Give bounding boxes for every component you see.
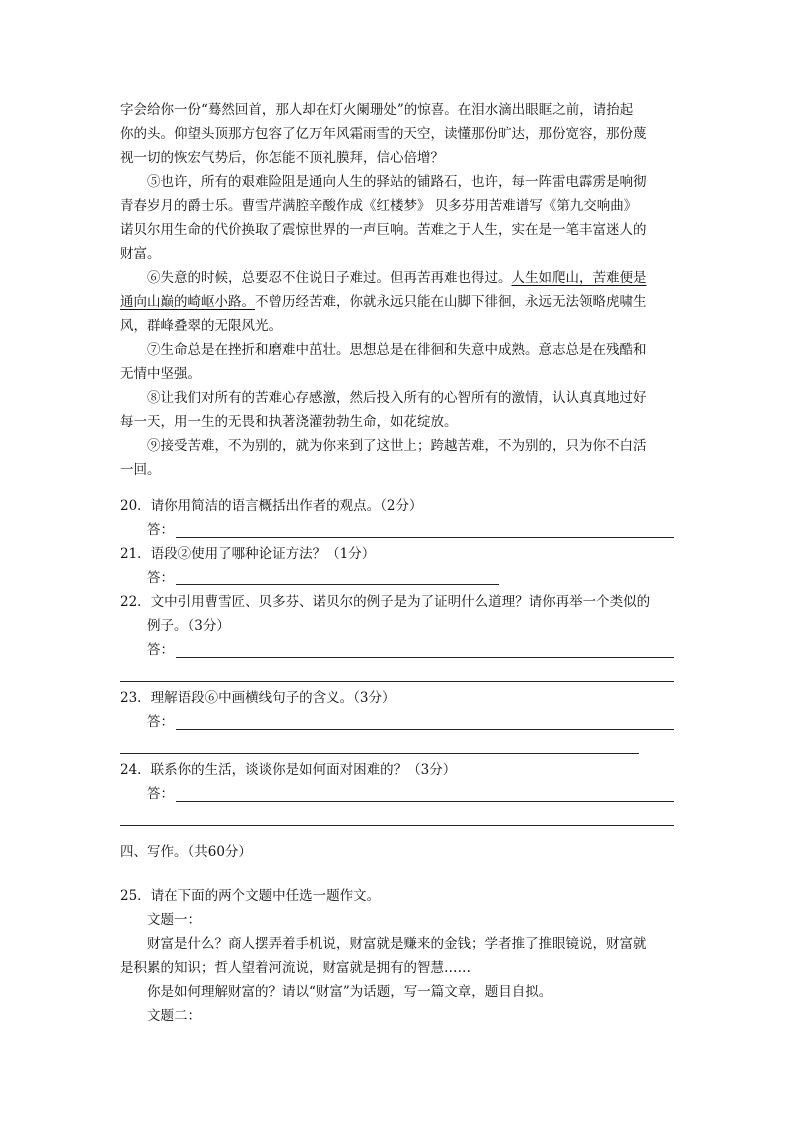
question-25: 25．请在下面的两个文题中任选一题作文。 [120, 888, 381, 904]
passage-line: 诺贝尔用生命的代价换取了震惊世界的一声巨响。苦难之于人生，实在是一笔丰富迷人的 [120, 222, 647, 238]
question-23: 23．理解语段⑥中画横线句子的含义。（3分） [120, 690, 396, 706]
topic1-text: 财富是什么？商人摆弄着手机说，财富就是赚来的金钱；学者推了推眼镜说，财富就 [147, 936, 647, 952]
answer-line-q23[interactable] [176, 729, 674, 730]
passage-line: ⑧让我们对所有的苦难心存感激，然后投入所有的心智所有的激情，认认真真地过好 [147, 390, 647, 406]
answer-label: 答： [147, 570, 174, 586]
topic2-label: 文题二： [147, 1008, 201, 1024]
question-20: 20．请你用简洁的语言概括出作者的观点。（2分） [120, 498, 423, 514]
answer-line-q24-2[interactable] [120, 825, 674, 826]
passage-line: 视一切的恢宏气势后，你怎能不顶礼膜拜，信心倍增？ [120, 150, 444, 166]
question-24: 24．联系你的生活，谈谈你是如何面对困难的？（3分） [120, 762, 457, 778]
answer-line-q20[interactable] [176, 537, 674, 538]
passage-line: 风，群峰叠翠的无限风光。 [120, 318, 282, 334]
topic1-label: 文题一： [147, 912, 201, 928]
p6-text: 不曾历经苦难，你就永远只能在山脚下徘徊，永远无法领略虎啸生 [255, 294, 647, 310]
p6-underlined-sentence: 通向山巅的崎岖小路。 [120, 294, 255, 310]
passage-line: ⑤也许，所有的艰难险阻是通向人生的驿站的铺路石，也许，每一阵雷电霹雳是响彻 [147, 174, 647, 190]
topic1-instruction: 你是如何理解财富的？请以“财富”为话题，写一篇文章，题目自拟。 [147, 984, 553, 1000]
passage-line [147, 268, 647, 288]
answer-label: 答： [147, 714, 174, 730]
answer-line-q22-2[interactable] [120, 681, 674, 682]
answer-line-q23-2[interactable] [120, 753, 639, 754]
section-title-writing: 四、写作。（共60分） [120, 844, 252, 860]
answer-label: 答： [147, 642, 174, 658]
question-22: 22．文中引用曹雪匠、贝多芬、诺贝尔的例子是为了证明什么道理？请你再举一个类似的 [120, 594, 651, 610]
passage-line: 财富。 [120, 246, 161, 262]
passage-line: 你的头。仰望头顶那方包容了亿万年风霜雨雪的天空，读懂那份旷达，那份宽容，那份蔑 [120, 126, 647, 142]
p6-text: ⑥失意的时候，总要忍不住说日子难过。但再苦再难也得过。 [147, 270, 512, 286]
answer-line-q21[interactable] [176, 584, 499, 585]
passage-line: 每一天，用一生的无畏和执著浇灌勃勃生命，如花绽放。 [120, 414, 458, 430]
passage-line: ⑨接受苦难，不为别的，就为你来到了这世上；跨越苦难，不为别的，只为你不白活 [147, 438, 647, 454]
topic1-text: 是积累的知识；哲人望着河流说，财富就是拥有的智慧…… [120, 960, 471, 976]
answer-line-q24[interactable] [176, 801, 674, 802]
passage-line: 字会给你一份“蓦然回首，那人却在灯火阑珊处”的惊喜。在泪水滴出眼眶之前，请抬起 [120, 102, 634, 118]
answer-label: 答： [147, 522, 174, 538]
answer-label: 答： [147, 786, 174, 802]
passage-line: 无情中坚强。 [120, 366, 201, 382]
p6-underlined-sentence: 人生如爬山，苦难便是 [511, 270, 647, 286]
passage-line: 青春岁月的爵士乐。曹雪芹满腔辛酸作成《红楼梦》 贝多芬用苦难谱写《第九交响曲》 [120, 198, 638, 214]
answer-line-q22[interactable] [176, 657, 674, 658]
question-21: 21．语段②使用了哪种论证方法？（1分） [120, 546, 376, 562]
passage-line: 一回。 [120, 462, 161, 478]
passage-line: ⑦生命总是在挫折和磨难中茁壮。思想总是在徘徊和失意中成熟。意志总是在残酷和 [147, 342, 647, 358]
passage-line [120, 292, 647, 312]
question-22-cont: 例子。（3分） [147, 618, 230, 634]
